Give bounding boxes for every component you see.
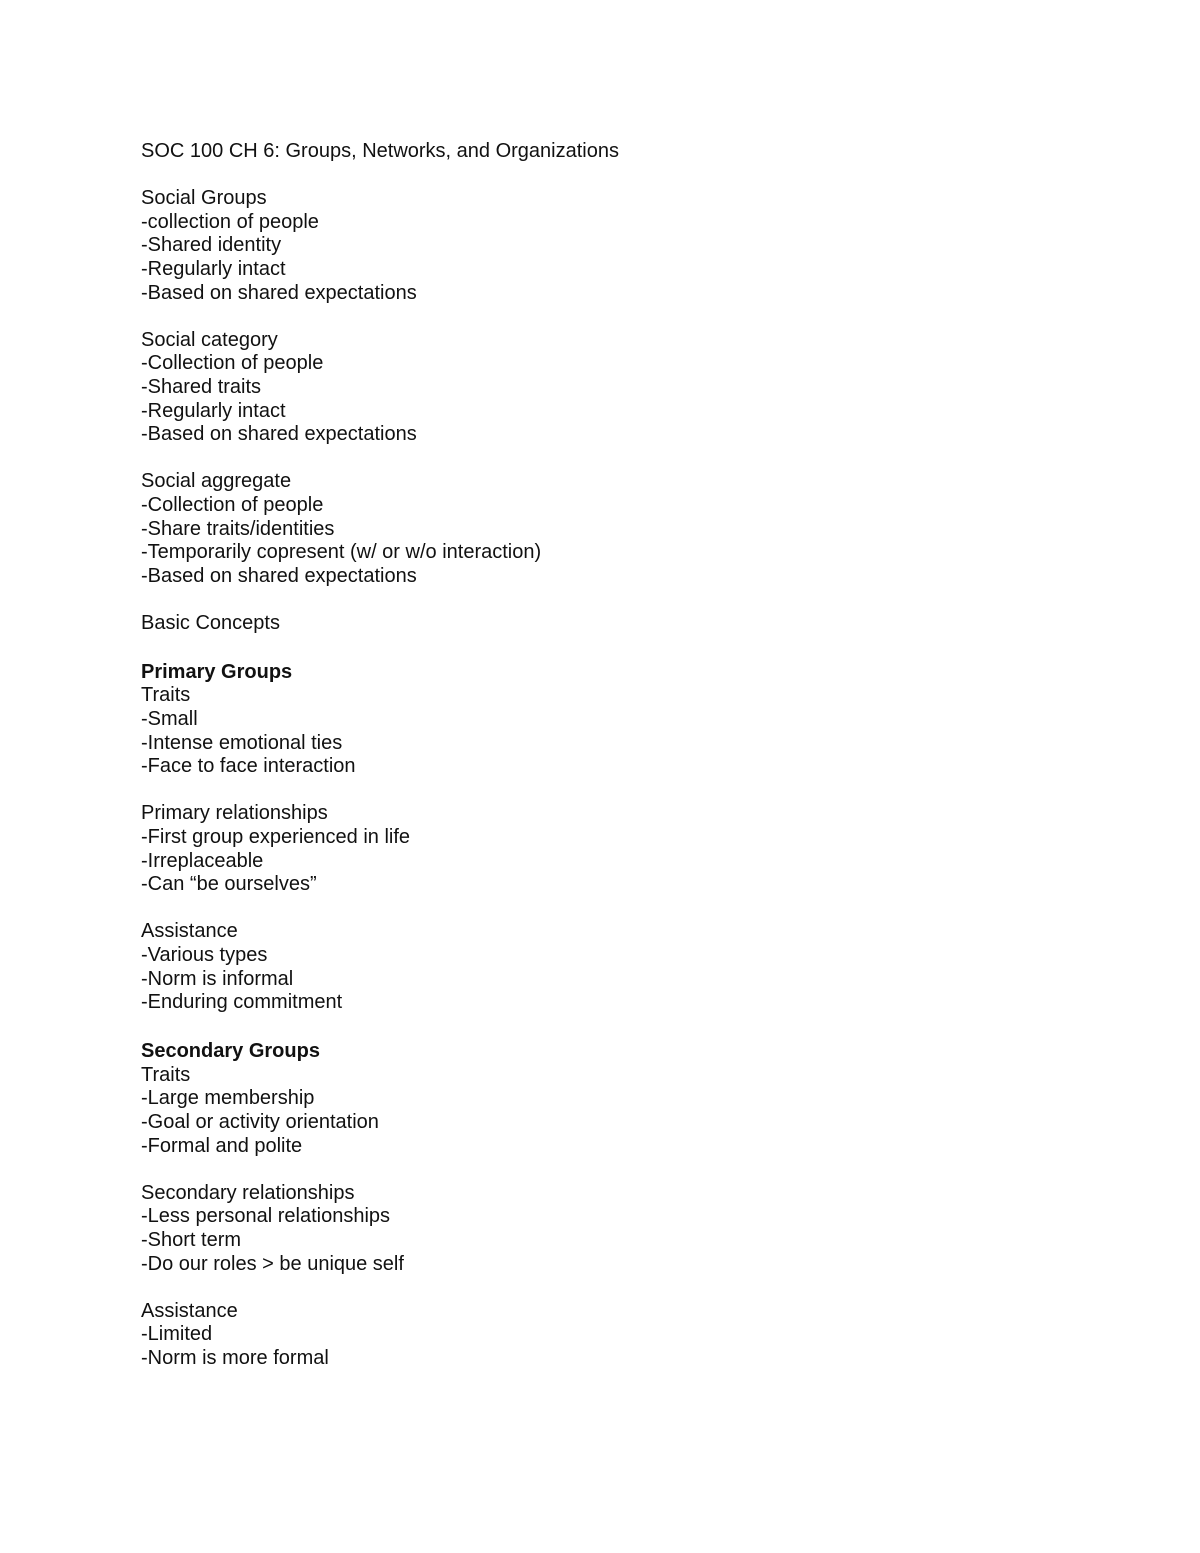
primary-groups-heading: Primary Groups xyxy=(141,660,293,683)
secondary-groups-heading: Secondary Groups xyxy=(141,1040,320,1063)
spacer xyxy=(141,1276,1121,1300)
list-item: -Large membership xyxy=(141,1087,315,1110)
list-item: -collection of people xyxy=(141,210,319,233)
subsection-heading: Secondary relationships xyxy=(141,1181,355,1204)
document-title: SOC 100 CH 6: Groups, Networks, and Organizations xyxy=(141,140,619,162)
list-item: -Based on shared expectations xyxy=(141,281,417,304)
list-item: -Less personal relationships xyxy=(141,1205,391,1228)
spacer xyxy=(141,779,1121,803)
spacer xyxy=(141,588,1121,612)
list-item: -Limited xyxy=(141,1323,213,1346)
list-item: -Regularly intact xyxy=(141,257,286,280)
list-item: -Norm is more formal xyxy=(141,1346,329,1369)
list-item: -Face to face interaction xyxy=(141,755,356,778)
section-social-groups xyxy=(141,187,1121,305)
list-item: -Formal and polite xyxy=(141,1134,303,1157)
list-item: -Based on shared expectations xyxy=(141,564,417,587)
subsection-heading: Traits xyxy=(141,1063,191,1086)
spacer xyxy=(141,1158,1121,1182)
list-item: -Shared identity xyxy=(141,234,282,257)
list-item: -Collection of people xyxy=(141,352,324,375)
document-page xyxy=(141,140,1121,1370)
section-primary-groups xyxy=(141,661,1121,1015)
list-item: -Small xyxy=(141,708,198,731)
list-item: -Temporarily copresent (w/ or w/o interaction) xyxy=(141,541,542,564)
section-heading: Social category xyxy=(141,328,278,351)
list-item: -Can “be ourselves” xyxy=(141,873,317,896)
section-secondary-groups xyxy=(141,1040,1121,1370)
section-social-aggregate xyxy=(141,470,1121,588)
spacer xyxy=(141,305,1121,329)
list-item: -Do our roles > be unique self xyxy=(141,1252,404,1275)
list-item: -Regularly intact xyxy=(141,399,286,422)
subsection-heading: Assistance xyxy=(141,1299,238,1322)
spacer xyxy=(141,897,1121,921)
list-item: -Based on shared expectations xyxy=(141,423,417,446)
list-item: -Intense emotional ties xyxy=(141,731,343,754)
list-item: -Norm is informal xyxy=(141,967,294,990)
list-item: -Shared traits xyxy=(141,375,262,398)
basic-concepts-heading: Basic Concepts xyxy=(141,611,280,634)
subsection-heading: Primary relationships xyxy=(141,802,328,825)
list-item: -Share traits/identities xyxy=(141,517,335,540)
list-item: -Various types xyxy=(141,943,268,966)
list-item: -Goal or activity orientation xyxy=(141,1110,379,1133)
list-item: -Enduring commitment xyxy=(141,991,343,1014)
list-item: -First group experienced in life xyxy=(141,826,411,849)
spacer xyxy=(141,447,1121,471)
section-social-category xyxy=(141,329,1121,447)
list-item: -Irreplaceable xyxy=(141,849,264,872)
list-item: -Collection of people xyxy=(141,493,324,516)
list-item: -Short term xyxy=(141,1228,242,1251)
spacer xyxy=(141,635,1121,660)
spacer xyxy=(141,164,1121,188)
section-heading: Social Groups xyxy=(141,187,267,210)
subsection-heading: Traits xyxy=(141,684,191,707)
spacer xyxy=(141,1015,1121,1040)
section-heading: Social aggregate xyxy=(141,470,292,493)
subsection-heading: Assistance xyxy=(141,920,238,943)
